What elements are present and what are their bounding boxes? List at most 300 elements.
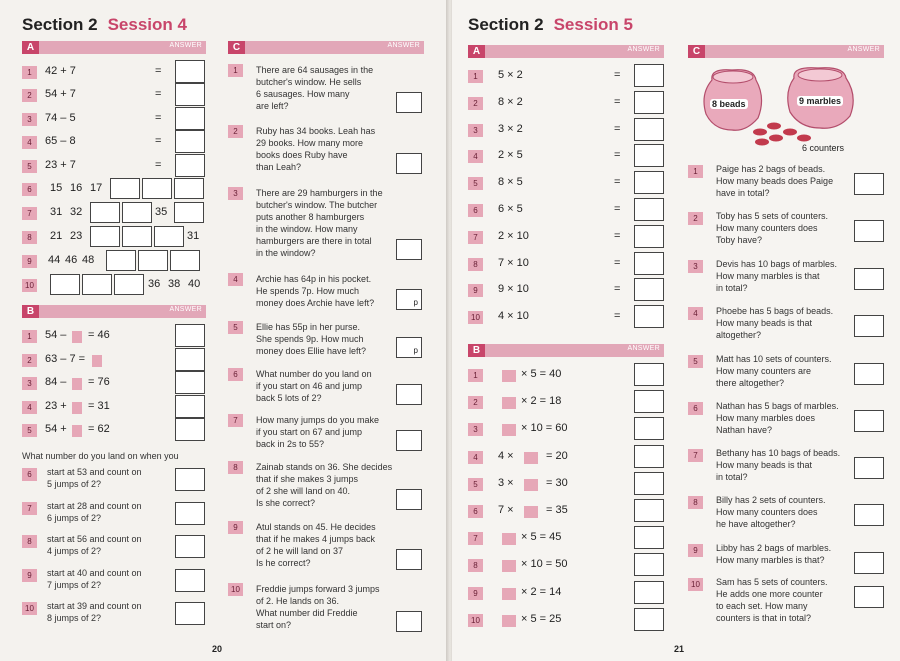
question-line: He adds one more counter bbox=[716, 589, 823, 599]
answer-box[interactable] bbox=[634, 91, 664, 114]
answer-box[interactable] bbox=[175, 83, 205, 106]
bead-bag-label: 8 beads bbox=[712, 99, 746, 109]
answer-box[interactable] bbox=[634, 144, 664, 167]
question-line: How many jumps do you make bbox=[256, 415, 380, 425]
question-number: 6 bbox=[688, 402, 703, 415]
answer-box[interactable] bbox=[854, 410, 884, 432]
answer-box[interactable] bbox=[396, 384, 422, 405]
marble-bag-label: 9 marbles bbox=[799, 96, 842, 106]
section-letter: C bbox=[228, 41, 245, 54]
answer-box[interactable] bbox=[854, 220, 884, 242]
equals-sign: = bbox=[614, 203, 621, 215]
answer-box[interactable] bbox=[175, 107, 205, 130]
question-text bbox=[716, 258, 837, 294]
word-problem bbox=[228, 187, 424, 263]
section-c-header bbox=[688, 45, 884, 58]
question-line: How many counters does bbox=[716, 507, 818, 517]
question-number: 9 bbox=[688, 544, 703, 557]
question-number: 6 bbox=[22, 183, 37, 196]
question-line: in the window. How many bbox=[256, 224, 358, 234]
section-label: Section 2 bbox=[468, 15, 544, 34]
answer-box[interactable] bbox=[854, 268, 884, 290]
question-number: 4 bbox=[468, 150, 483, 163]
answer-box[interactable] bbox=[634, 526, 664, 549]
question-row bbox=[22, 422, 206, 440]
answer-box[interactable] bbox=[854, 315, 884, 337]
question-text-start: 63 – 7 = bbox=[45, 352, 86, 365]
question-text: 42 + 7 bbox=[45, 65, 76, 77]
question-number: 9 bbox=[22, 255, 37, 268]
question-number: 4 bbox=[22, 401, 37, 414]
missing-number-box bbox=[502, 560, 516, 572]
answer-box[interactable] bbox=[634, 118, 664, 141]
word-problem bbox=[688, 576, 884, 628]
question-line: start at 39 and count on bbox=[47, 601, 142, 611]
word-problem bbox=[228, 321, 424, 361]
answer-box[interactable] bbox=[854, 363, 884, 385]
question-number: 8 bbox=[22, 231, 37, 244]
section-letter: C bbox=[688, 45, 705, 58]
question-line: money does Archie have left? bbox=[256, 298, 375, 308]
sequence-number: 46 bbox=[65, 254, 78, 266]
answer-box[interactable] bbox=[175, 130, 205, 153]
question-text: 6 × 5 bbox=[498, 203, 523, 215]
question-number: 3 bbox=[468, 423, 483, 436]
sequence-number: 21 bbox=[50, 230, 63, 242]
question-text-end: = 20 bbox=[546, 449, 568, 462]
question-number: 6 bbox=[468, 204, 483, 217]
word-problem bbox=[228, 414, 424, 454]
question-number: 10 bbox=[22, 279, 37, 292]
question-row bbox=[22, 158, 206, 176]
question-text bbox=[716, 400, 839, 436]
question-line: There are 29 hamburgers in the bbox=[256, 188, 383, 198]
question-line: if you start on 46 and jump bbox=[256, 381, 363, 391]
sequence-blank-box[interactable] bbox=[174, 178, 204, 199]
question-line: puts another 8 hamburgers bbox=[256, 212, 365, 222]
answer-box[interactable] bbox=[396, 337, 422, 358]
question-text: 8 × 5 bbox=[498, 176, 523, 189]
answer-box[interactable] bbox=[175, 468, 205, 491]
question-line: Zainab stands on 36. She decides bbox=[256, 462, 393, 472]
question-text bbox=[256, 521, 376, 569]
answer-box[interactable] bbox=[634, 278, 664, 301]
answer-box[interactable] bbox=[634, 445, 664, 468]
sequence-number: 38 bbox=[168, 278, 181, 290]
answer-box[interactable] bbox=[634, 225, 664, 248]
question-line: that if he makes 4 jumps back bbox=[256, 534, 376, 544]
answer-box[interactable] bbox=[854, 586, 884, 608]
question-line: How many counters does bbox=[716, 223, 818, 233]
question-line: there altogether? bbox=[716, 378, 785, 388]
question-text bbox=[256, 64, 373, 112]
question-number: 5 bbox=[22, 160, 37, 173]
question-text-end: × 5 = 40 bbox=[521, 368, 562, 380]
answer-box[interactable] bbox=[396, 489, 422, 510]
question-row bbox=[22, 87, 206, 105]
left-page bbox=[0, 0, 448, 661]
answer-box[interactable] bbox=[854, 457, 884, 479]
answer-box[interactable] bbox=[634, 252, 664, 275]
question-number: 2 bbox=[468, 396, 483, 409]
question-line: start at 56 and count on bbox=[47, 534, 142, 544]
question-number: 10 bbox=[468, 614, 483, 627]
answer-box[interactable] bbox=[634, 417, 664, 440]
answer-box[interactable] bbox=[175, 395, 205, 418]
question-number: 1 bbox=[22, 66, 37, 79]
question-line: Archie has 64p in his pocket. bbox=[256, 274, 372, 284]
sequence-blank-box[interactable] bbox=[122, 202, 152, 223]
question-line: altogether? bbox=[716, 330, 762, 340]
answer-box[interactable] bbox=[634, 608, 664, 631]
question-row bbox=[22, 111, 206, 129]
question-row bbox=[468, 282, 664, 300]
question-line: start on? bbox=[256, 620, 292, 630]
question-text bbox=[716, 542, 831, 566]
answer-box[interactable] bbox=[854, 552, 884, 574]
question-number: 5 bbox=[22, 424, 37, 437]
question-number: 5 bbox=[468, 478, 483, 491]
question-text-start: 84 – bbox=[45, 376, 67, 389]
question-number: 6 bbox=[228, 368, 243, 381]
question-row bbox=[22, 64, 206, 82]
answer-box[interactable] bbox=[396, 153, 422, 174]
answer-box[interactable] bbox=[634, 472, 664, 495]
sequence-blank-box[interactable] bbox=[170, 250, 200, 271]
question-text: 2 × 5 bbox=[498, 149, 523, 162]
answer-box[interactable] bbox=[396, 239, 422, 260]
question-text: 7 × 10 bbox=[498, 256, 529, 269]
answer-box[interactable] bbox=[634, 198, 664, 221]
answer-label: ANSWER bbox=[627, 345, 660, 352]
answer-box[interactable] bbox=[854, 504, 884, 526]
word-problem bbox=[228, 273, 424, 313]
right-page bbox=[452, 0, 900, 661]
question-line: Nathan has 5 bags of marbles. bbox=[716, 401, 839, 411]
question-text bbox=[716, 494, 826, 530]
question-line: Toby have? bbox=[716, 235, 763, 245]
missing-number-box bbox=[502, 397, 516, 409]
question-line: He spends 7p. How much bbox=[256, 286, 360, 296]
answer-box[interactable] bbox=[175, 324, 205, 347]
question-row bbox=[468, 256, 664, 274]
sequence-blank-box[interactable] bbox=[142, 178, 172, 199]
question-row bbox=[22, 600, 206, 628]
question-line: How many counters are bbox=[716, 366, 812, 376]
question-row bbox=[468, 557, 664, 575]
question-number: 1 bbox=[22, 330, 37, 343]
answer-label: ANSWER bbox=[847, 46, 880, 53]
question-line: Phoebe has 5 bags of beads. bbox=[716, 306, 834, 316]
question-number: 9 bbox=[468, 587, 483, 600]
question-text: 8 × 2 bbox=[498, 95, 523, 108]
equals-sign: = bbox=[155, 135, 162, 148]
question-number: 2 bbox=[688, 212, 703, 225]
answer-box[interactable] bbox=[396, 430, 422, 451]
question-number: 3 bbox=[228, 187, 243, 200]
question-text bbox=[47, 567, 142, 591]
sequence-number: 35 bbox=[155, 206, 168, 218]
unit-pence: p bbox=[413, 298, 418, 307]
answer-box[interactable] bbox=[634, 64, 664, 87]
answer-box[interactable] bbox=[634, 581, 664, 604]
equals-sign: = bbox=[614, 95, 621, 108]
question-number: 7 bbox=[468, 532, 483, 545]
question-text: 74 – 5 bbox=[45, 111, 76, 124]
section-a-header bbox=[468, 45, 664, 58]
sequence-blank-box[interactable] bbox=[138, 250, 168, 271]
question-row bbox=[22, 134, 206, 152]
question-line: Is she correct? bbox=[256, 498, 316, 508]
question-text bbox=[256, 461, 392, 509]
question-line: Sam has 5 sets of counters. bbox=[716, 577, 828, 587]
answer-box[interactable] bbox=[396, 289, 422, 310]
answer-box[interactable] bbox=[634, 171, 664, 194]
question-row bbox=[468, 202, 664, 220]
sequence-blank-box[interactable] bbox=[82, 274, 112, 295]
question-line: Matt has 10 sets of counters. bbox=[716, 354, 832, 364]
answer-box[interactable] bbox=[396, 92, 422, 113]
page-title bbox=[468, 15, 633, 35]
question-text bbox=[256, 583, 380, 631]
question-row bbox=[22, 328, 206, 346]
question-line: butcher's window. He sells bbox=[256, 77, 362, 87]
answer-box[interactable] bbox=[175, 154, 205, 177]
sequence-blank-box[interactable] bbox=[110, 178, 140, 199]
sequence-number: 48 bbox=[82, 254, 95, 266]
question-line: There are 64 sausages in the bbox=[256, 65, 374, 75]
section-c-header bbox=[228, 41, 424, 54]
sequence-blank-box[interactable] bbox=[50, 274, 80, 295]
question-line: Freddie jumps forward 3 jumps bbox=[256, 584, 380, 594]
question-line: counters is that in total? bbox=[716, 613, 812, 623]
equals-sign: = bbox=[155, 158, 162, 171]
question-text bbox=[716, 576, 828, 624]
missing-number-box bbox=[502, 424, 516, 436]
answer-box[interactable] bbox=[634, 363, 664, 386]
question-text bbox=[256, 273, 374, 309]
question-line: start at 28 and count on bbox=[47, 500, 142, 511]
counters-label: 6 counters bbox=[802, 143, 845, 153]
question-text-start: 4 × bbox=[498, 449, 514, 462]
question-text: 65 – 8 bbox=[45, 135, 76, 148]
question-line: How many beads is that bbox=[716, 318, 813, 328]
question-text-end: × 10 = 60 bbox=[521, 422, 568, 435]
word-problem bbox=[228, 64, 424, 116]
question-text: 54 + 7 bbox=[45, 88, 76, 101]
question-row bbox=[468, 449, 664, 467]
sequence-number: 31 bbox=[50, 206, 63, 218]
question-row bbox=[468, 367, 664, 385]
answer-label: ANSWER bbox=[627, 46, 660, 53]
question-row bbox=[468, 148, 664, 166]
question-line: that if she makes 3 jumps bbox=[256, 474, 359, 484]
answer-label: ANSWER bbox=[169, 306, 202, 313]
question-row bbox=[22, 567, 206, 595]
question-text bbox=[256, 368, 372, 404]
question-line: How many beads does Paige bbox=[716, 176, 834, 186]
question-line: Devis has 10 bags of marbles. bbox=[716, 259, 838, 269]
question-text-end: = 35 bbox=[546, 504, 568, 516]
question-line: have in total? bbox=[716, 188, 770, 198]
question-line: Ruby has 34 books. Leah has bbox=[256, 126, 376, 136]
question-text: 5 × 2 bbox=[498, 69, 523, 81]
question-line: in total? bbox=[716, 283, 748, 293]
answer-box[interactable] bbox=[175, 602, 205, 625]
section-a-header bbox=[22, 41, 206, 54]
question-text-start: 23 + bbox=[45, 399, 67, 412]
question-number: 3 bbox=[22, 377, 37, 390]
sequence-blank-box[interactable] bbox=[90, 226, 120, 247]
answer-box[interactable] bbox=[175, 371, 205, 394]
question-text bbox=[256, 321, 366, 357]
answer-box[interactable] bbox=[634, 553, 664, 576]
question-line: back in 2s to 55? bbox=[256, 439, 325, 449]
answer-box[interactable] bbox=[396, 611, 422, 632]
missing-number-box bbox=[72, 378, 82, 390]
answer-label: ANSWER bbox=[169, 42, 202, 49]
answer-box[interactable] bbox=[175, 502, 205, 525]
section-letter: A bbox=[468, 45, 485, 58]
sequence-row bbox=[22, 205, 212, 223]
sequence-blank-box[interactable] bbox=[154, 226, 184, 247]
sequence-blank-box[interactable] bbox=[114, 274, 144, 295]
question-row bbox=[468, 229, 664, 247]
session-label: Session 4 bbox=[107, 15, 187, 34]
section-letter: B bbox=[468, 344, 485, 357]
question-text-end: × 5 = 25 bbox=[521, 612, 562, 625]
missing-number-box bbox=[524, 479, 538, 491]
question-row bbox=[468, 68, 664, 86]
answer-box[interactable] bbox=[396, 549, 422, 570]
question-line: How many marbles does bbox=[716, 413, 816, 423]
question-line: 6 jumps of 2? bbox=[47, 512, 102, 523]
answer-label: ANSWER bbox=[387, 42, 420, 49]
missing-number-box bbox=[92, 355, 102, 367]
question-line: if you start on 67 and jump bbox=[256, 427, 363, 437]
question-text bbox=[256, 187, 383, 259]
question-number: 2 bbox=[22, 354, 37, 367]
question-number: 6 bbox=[22, 468, 37, 481]
sequence-number: 15 bbox=[50, 182, 63, 194]
question-number: 8 bbox=[688, 496, 703, 509]
missing-number-box bbox=[502, 533, 516, 545]
question-number: 3 bbox=[688, 260, 703, 273]
question-text bbox=[256, 414, 379, 450]
question-line: What number do you land on bbox=[256, 369, 372, 379]
question-line: back 5 lots of 2? bbox=[256, 393, 322, 403]
question-line: 4 jumps of 2? bbox=[47, 546, 102, 556]
question-number: 5 bbox=[228, 321, 243, 334]
question-line: Atul stands on 45. He decides bbox=[256, 522, 376, 532]
answer-box[interactable] bbox=[634, 390, 664, 413]
question-text-end: × 2 = 14 bbox=[521, 585, 562, 598]
question-row bbox=[468, 175, 664, 193]
question-number: 3 bbox=[468, 124, 483, 137]
question-row bbox=[468, 503, 664, 521]
word-problem bbox=[228, 521, 424, 573]
question-line: How many marbles is that? bbox=[716, 555, 825, 565]
sequence-blank-box[interactable] bbox=[122, 226, 152, 247]
question-line: start at 40 and count on bbox=[47, 567, 142, 578]
missing-number-box bbox=[502, 615, 516, 627]
word-problem bbox=[688, 353, 884, 393]
question-line: of 2 he will land on 37 bbox=[256, 546, 344, 556]
word-problem bbox=[688, 163, 884, 203]
answer-box[interactable] bbox=[175, 60, 205, 83]
question-row bbox=[22, 399, 206, 417]
question-line: hamburgers are there in total bbox=[256, 236, 372, 246]
word-problem bbox=[688, 210, 884, 250]
question-row bbox=[468, 95, 664, 113]
question-line: he have altogether? bbox=[716, 519, 796, 529]
answer-box[interactable] bbox=[854, 173, 884, 195]
question-row bbox=[468, 585, 664, 603]
answer-box[interactable] bbox=[175, 418, 205, 441]
answer-box[interactable] bbox=[175, 535, 205, 558]
sequence-number: 17 bbox=[90, 182, 103, 194]
question-number: 4 bbox=[688, 307, 703, 320]
question-line: in total? bbox=[716, 472, 748, 482]
sequence-row bbox=[22, 181, 212, 199]
equals-sign: = bbox=[155, 88, 162, 101]
section-label: Section 2 bbox=[22, 15, 98, 34]
word-problem bbox=[688, 400, 884, 440]
question-number: 8 bbox=[468, 559, 483, 572]
question-line: books does Ruby have bbox=[256, 150, 348, 160]
question-line: 6 sausages. How many bbox=[256, 89, 350, 99]
equals-sign: = bbox=[155, 111, 162, 124]
sequence-blank-box[interactable] bbox=[174, 202, 204, 223]
question-text bbox=[716, 447, 840, 483]
sequence-number: 23 bbox=[70, 230, 83, 242]
question-text: 2 × 10 bbox=[498, 229, 529, 242]
section-letter: A bbox=[22, 41, 39, 54]
question-text: 4 × 10 bbox=[498, 310, 529, 323]
missing-number-box bbox=[72, 425, 82, 437]
question-number: 7 bbox=[22, 502, 37, 515]
sequence-row bbox=[22, 277, 212, 295]
question-number: 1 bbox=[688, 165, 703, 178]
answer-box[interactable] bbox=[175, 348, 205, 371]
question-line: in the window? bbox=[256, 248, 316, 258]
answer-box[interactable] bbox=[634, 305, 664, 328]
answer-box[interactable] bbox=[175, 569, 205, 592]
question-number: 5 bbox=[468, 177, 483, 190]
question-line: of 2. He lands on 36. bbox=[256, 596, 340, 606]
question-number: 1 bbox=[468, 369, 483, 382]
sequence-blank-box[interactable] bbox=[90, 202, 120, 223]
unit-pence: p bbox=[413, 346, 418, 355]
equals-sign: = bbox=[155, 65, 162, 77]
question-line: are left? bbox=[256, 101, 289, 111]
sequence-number: 44 bbox=[48, 254, 61, 266]
page-title bbox=[22, 15, 187, 35]
question-text bbox=[716, 305, 833, 341]
missing-number-box bbox=[72, 402, 82, 414]
question-number: 7 bbox=[468, 231, 483, 244]
question-row bbox=[22, 500, 206, 528]
question-number: 5 bbox=[688, 355, 703, 368]
question-row bbox=[468, 122, 664, 140]
word-problem bbox=[688, 305, 884, 345]
sequence-blank-box[interactable] bbox=[106, 250, 136, 271]
session-label: Session 5 bbox=[553, 15, 633, 34]
answer-box[interactable] bbox=[634, 499, 664, 522]
question-number: 6 bbox=[468, 505, 483, 518]
word-problem bbox=[228, 461, 424, 513]
question-line: money does Ellie have left? bbox=[256, 346, 367, 356]
